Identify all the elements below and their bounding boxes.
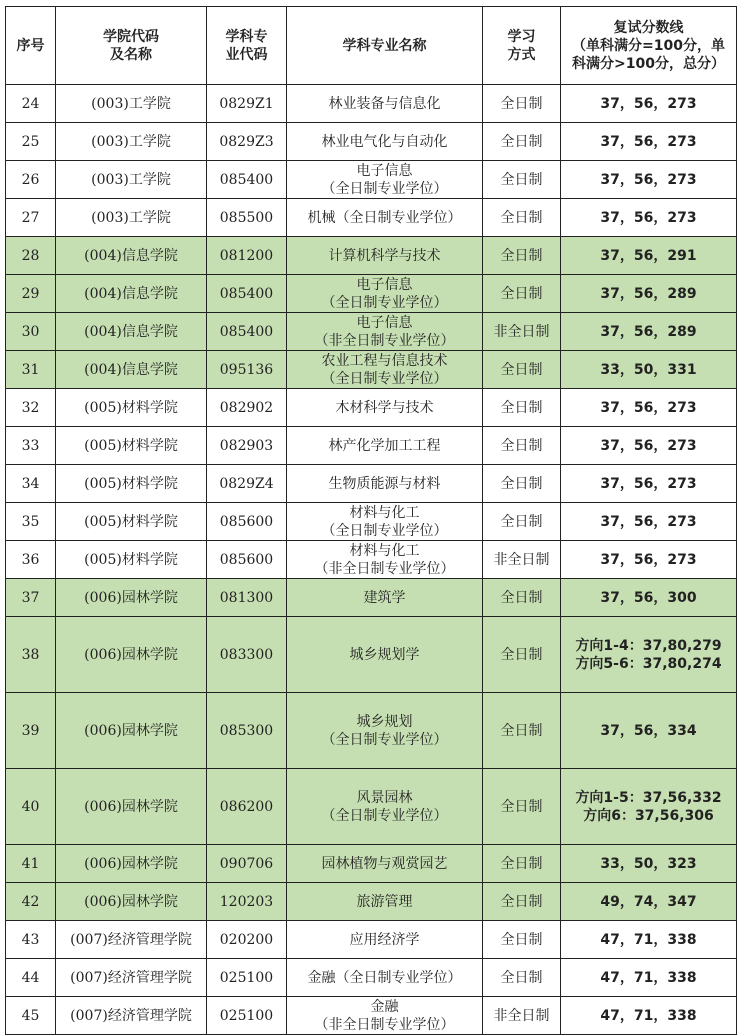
table-header-row	[6, 7, 737, 85]
row-code-cell: 085500	[207, 199, 287, 237]
table-row	[6, 389, 737, 427]
row-code-cell: 083300	[207, 617, 287, 693]
row-seq-cell: 35	[6, 503, 56, 541]
header-code-line-1: 学科专	[225, 28, 268, 45]
header-college-line-2: 及名称	[110, 46, 152, 63]
table-row	[6, 237, 737, 275]
row-major-cell	[287, 883, 483, 921]
major-line: 应用经济学	[349, 931, 420, 948]
row-code-cell: 081300	[207, 579, 287, 617]
row-code-cell: 0829Z1	[207, 85, 287, 123]
table-row	[6, 465, 737, 503]
row-mode-cell: 全日制	[483, 389, 561, 427]
row-score-cell	[561, 351, 737, 389]
row-major-cell	[287, 237, 483, 275]
score-line: 47，71，338	[600, 1007, 697, 1024]
row-major-cell	[287, 541, 483, 579]
score-line: 33，50，331	[600, 361, 697, 378]
major-line: 建筑学	[363, 589, 406, 606]
row-mode-cell: 全日制	[483, 237, 561, 275]
row-code-cell: 020200	[207, 921, 287, 959]
row-mode-cell: 非全日制	[483, 997, 561, 1035]
major-line: 机械（全日制专业学位）	[307, 209, 462, 226]
score-line: 37，56，273	[600, 95, 697, 112]
row-code-cell: 085300	[207, 693, 287, 769]
table-row	[6, 85, 737, 123]
score-line: 37，56，273	[600, 133, 697, 150]
row-mode-cell: 全日制	[483, 351, 561, 389]
table-row	[6, 959, 737, 997]
row-college-cell: (004)信息学院	[56, 275, 207, 313]
score-line: 37，56，291	[600, 247, 697, 264]
score-line: 33，50，323	[600, 855, 697, 872]
row-college-cell: (006)园林学院	[56, 693, 207, 769]
row-college-cell: (003)工学院	[56, 199, 207, 237]
row-mode-cell: 全日制	[483, 85, 561, 123]
row-major-cell	[287, 427, 483, 465]
row-score-cell	[561, 845, 737, 883]
row-major-cell	[287, 769, 483, 845]
row-college-cell: (007)经济管理学院	[56, 997, 207, 1035]
header-major: 学科专业名称	[287, 7, 483, 85]
major-line: 金融	[370, 998, 399, 1015]
table-row	[6, 617, 737, 693]
major-line: 城乡规划学	[349, 646, 420, 663]
row-mode-cell: 全日制	[483, 845, 561, 883]
major-line: 农业工程与信息技术	[321, 352, 448, 369]
row-mode-cell: 全日制	[483, 959, 561, 997]
header-score-line-2: （单科满分=100分，单	[572, 37, 725, 54]
major-line: （全日制专业学位）	[321, 180, 448, 197]
row-seq-cell: 45	[6, 997, 56, 1035]
row-major-cell	[287, 579, 483, 617]
major-line: 城乡规划	[356, 713, 413, 730]
row-major-cell	[287, 959, 483, 997]
row-mode-cell: 全日制	[483, 579, 561, 617]
row-seq-cell: 34	[6, 465, 56, 503]
row-seq-cell: 39	[6, 693, 56, 769]
table-row	[6, 427, 737, 465]
row-score-cell	[561, 769, 737, 845]
major-line: 木材科学与技术	[335, 399, 434, 416]
table-row	[6, 199, 737, 237]
row-college-cell: (003)工学院	[56, 123, 207, 161]
score-line: 49，74，347	[600, 893, 697, 910]
major-line: 电子信息	[356, 162, 413, 179]
row-mode-cell: 全日制	[483, 769, 561, 845]
row-mode-cell: 全日制	[483, 617, 561, 693]
row-major-cell	[287, 845, 483, 883]
score-line: 方向1-5：37,56,332	[575, 789, 722, 806]
row-seq-cell: 37	[6, 579, 56, 617]
table-row	[6, 123, 737, 161]
row-seq-cell: 30	[6, 313, 56, 351]
row-score-cell	[561, 693, 737, 769]
row-mode-cell: 全日制	[483, 161, 561, 199]
row-seq-cell: 36	[6, 541, 56, 579]
row-mode-cell: 非全日制	[483, 541, 561, 579]
table-row	[6, 693, 737, 769]
row-code-cell: 085400	[207, 275, 287, 313]
row-code-cell: 0829Z4	[207, 465, 287, 503]
table-row	[6, 275, 737, 313]
row-code-cell: 086200	[207, 769, 287, 845]
table-row	[6, 161, 737, 199]
header-seq: 序号	[6, 7, 56, 85]
row-seq-cell: 31	[6, 351, 56, 389]
row-score-cell	[561, 883, 737, 921]
score-line: 37，56，273	[600, 551, 697, 568]
row-seq-cell: 32	[6, 389, 56, 427]
score-line: 37，56，289	[600, 285, 697, 302]
score-line: 方向1-4：37,80,279	[575, 637, 722, 654]
row-score-cell	[561, 123, 737, 161]
score-line: 37，56，273	[600, 475, 697, 492]
row-mode-cell: 全日制	[483, 275, 561, 313]
row-major-cell	[287, 997, 483, 1035]
row-score-cell	[561, 427, 737, 465]
row-mode-cell: 全日制	[483, 123, 561, 161]
major-line: 林产化学加工工程	[328, 437, 441, 454]
row-major-cell	[287, 85, 483, 123]
major-line: 电子信息	[356, 314, 413, 331]
score-line: 37，56，334	[600, 722, 697, 739]
major-line: 园林植物与观赏园艺	[321, 855, 448, 872]
row-seq-cell: 27	[6, 199, 56, 237]
table-row	[6, 769, 737, 845]
major-line: 林业电气化与自动化	[321, 133, 448, 150]
major-line: （非全日制专业学位）	[314, 560, 455, 577]
retest-score-table	[5, 6, 737, 1035]
row-college-cell: (004)信息学院	[56, 351, 207, 389]
table-row	[6, 541, 737, 579]
row-major-cell	[287, 617, 483, 693]
row-college-cell: (006)园林学院	[56, 579, 207, 617]
row-major-cell	[287, 503, 483, 541]
score-line: 方向5-6：37,80,274	[575, 655, 722, 672]
major-line: （全日制专业学位）	[321, 522, 448, 539]
row-code-cell: 085600	[207, 541, 287, 579]
major-line: 材料与化工	[349, 504, 420, 521]
row-score-cell	[561, 617, 737, 693]
major-line: （非全日制专业学位）	[314, 1016, 455, 1033]
row-major-cell	[287, 921, 483, 959]
row-college-cell: (005)材料学院	[56, 427, 207, 465]
row-mode-cell: 非全日制	[483, 313, 561, 351]
major-line: （全日制专业学位）	[321, 807, 448, 824]
row-code-cell: 081200	[207, 237, 287, 275]
row-mode-cell: 全日制	[483, 693, 561, 769]
row-seq-cell: 28	[6, 237, 56, 275]
major-line: （全日制专业学位）	[321, 294, 448, 311]
row-score-cell	[561, 959, 737, 997]
row-college-cell: (005)材料学院	[56, 389, 207, 427]
row-code-cell: 0829Z3	[207, 123, 287, 161]
row-major-cell	[287, 351, 483, 389]
row-score-cell	[561, 389, 737, 427]
header-mode-line-2: 方式	[507, 46, 536, 63]
row-major-cell	[287, 123, 483, 161]
row-college-cell: (005)材料学院	[56, 503, 207, 541]
score-line: 37，56，273	[600, 399, 697, 416]
row-college-cell: (007)经济管理学院	[56, 921, 207, 959]
row-score-cell	[561, 237, 737, 275]
row-seq-cell: 41	[6, 845, 56, 883]
row-code-cell: 090706	[207, 845, 287, 883]
table-row	[6, 883, 737, 921]
score-line: 37，56，273	[600, 209, 697, 226]
row-score-cell	[561, 997, 737, 1035]
row-seq-cell: 40	[6, 769, 56, 845]
row-college-cell: (006)园林学院	[56, 883, 207, 921]
row-seq-cell: 44	[6, 959, 56, 997]
row-mode-cell: 全日制	[483, 427, 561, 465]
row-code-cell: 082902	[207, 389, 287, 427]
row-seq-cell: 42	[6, 883, 56, 921]
header-college	[56, 7, 207, 85]
row-seq-cell: 29	[6, 275, 56, 313]
score-line: 37，56，289	[600, 323, 697, 340]
row-college-cell: (006)园林学院	[56, 617, 207, 693]
row-college-cell: (006)园林学院	[56, 769, 207, 845]
table-row	[6, 845, 737, 883]
score-line: 47，71，338	[600, 931, 697, 948]
major-line: 电子信息	[356, 276, 413, 293]
table-row	[6, 997, 737, 1035]
row-code-cell: 085400	[207, 161, 287, 199]
row-college-cell: (007)经济管理学院	[56, 959, 207, 997]
row-code-cell: 082903	[207, 427, 287, 465]
major-line: 金融（全日制专业学位）	[307, 969, 462, 986]
header-college-line-1: 学院代码	[103, 28, 159, 45]
row-seq-cell: 43	[6, 921, 56, 959]
major-line: 材料与化工	[349, 542, 420, 559]
row-score-cell	[561, 313, 737, 351]
row-major-cell	[287, 693, 483, 769]
major-line: 林业装备与信息化	[328, 95, 441, 112]
row-major-cell	[287, 161, 483, 199]
major-line: （全日制专业学位）	[321, 370, 448, 387]
row-college-cell: (004)信息学院	[56, 237, 207, 275]
row-code-cell: 085400	[207, 313, 287, 351]
row-seq-cell: 33	[6, 427, 56, 465]
row-score-cell	[561, 199, 737, 237]
row-mode-cell: 全日制	[483, 921, 561, 959]
header-score-line-3: 科满分>100分，总分）	[572, 55, 725, 72]
table-row	[6, 921, 737, 959]
row-major-cell	[287, 465, 483, 503]
major-line: 生物质能源与材料	[328, 475, 441, 492]
header-mode-line-1: 学习	[507, 28, 536, 45]
row-code-cell: 025100	[207, 959, 287, 997]
row-score-cell	[561, 465, 737, 503]
score-line: 47，71，338	[600, 969, 697, 986]
row-score-cell	[561, 579, 737, 617]
row-major-cell	[287, 275, 483, 313]
row-major-cell	[287, 313, 483, 351]
table-row	[6, 313, 737, 351]
row-college-cell: (003)工学院	[56, 85, 207, 123]
header-mode	[483, 7, 561, 85]
row-major-cell	[287, 199, 483, 237]
table-row	[6, 351, 737, 389]
header-code	[207, 7, 287, 85]
row-mode-cell: 全日制	[483, 883, 561, 921]
major-line: （全日制专业学位）	[321, 731, 448, 748]
header-code-line-2: 业代码	[225, 46, 268, 63]
row-mode-cell: 全日制	[483, 199, 561, 237]
score-line: 37，56，273	[600, 437, 697, 454]
row-seq-cell: 24	[6, 85, 56, 123]
row-major-cell	[287, 389, 483, 427]
table-row	[6, 503, 737, 541]
score-line: 37，56，273	[600, 513, 697, 530]
row-college-cell: (005)材料学院	[56, 465, 207, 503]
row-code-cell: 120203	[207, 883, 287, 921]
major-line: 计算机科学与技术	[328, 247, 441, 264]
row-score-cell	[561, 541, 737, 579]
row-mode-cell: 全日制	[483, 465, 561, 503]
header-score	[561, 7, 737, 85]
row-code-cell: 025100	[207, 997, 287, 1035]
row-score-cell	[561, 161, 737, 199]
row-college-cell: (003)工学院	[56, 161, 207, 199]
row-college-cell: (004)信息学院	[56, 313, 207, 351]
row-score-cell	[561, 275, 737, 313]
table-row	[6, 579, 737, 617]
row-seq-cell: 26	[6, 161, 56, 199]
major-line: （非全日制专业学位）	[314, 332, 455, 349]
major-line: 旅游管理	[356, 893, 413, 910]
major-line: 风景园林	[356, 789, 413, 806]
row-mode-cell: 全日制	[483, 503, 561, 541]
row-code-cell: 095136	[207, 351, 287, 389]
row-college-cell: (005)材料学院	[56, 541, 207, 579]
table-body	[6, 85, 737, 1035]
row-code-cell: 085600	[207, 503, 287, 541]
header-score-line-1: 复试分数线	[613, 19, 684, 36]
score-line: 37，56，300	[600, 589, 697, 606]
row-score-cell	[561, 921, 737, 959]
row-seq-cell: 38	[6, 617, 56, 693]
score-line: 方向6：37,56,306	[583, 807, 714, 824]
score-line: 37，56，273	[600, 171, 697, 188]
row-college-cell: (006)园林学院	[56, 845, 207, 883]
row-score-cell	[561, 503, 737, 541]
row-score-cell	[561, 85, 737, 123]
row-seq-cell: 25	[6, 123, 56, 161]
